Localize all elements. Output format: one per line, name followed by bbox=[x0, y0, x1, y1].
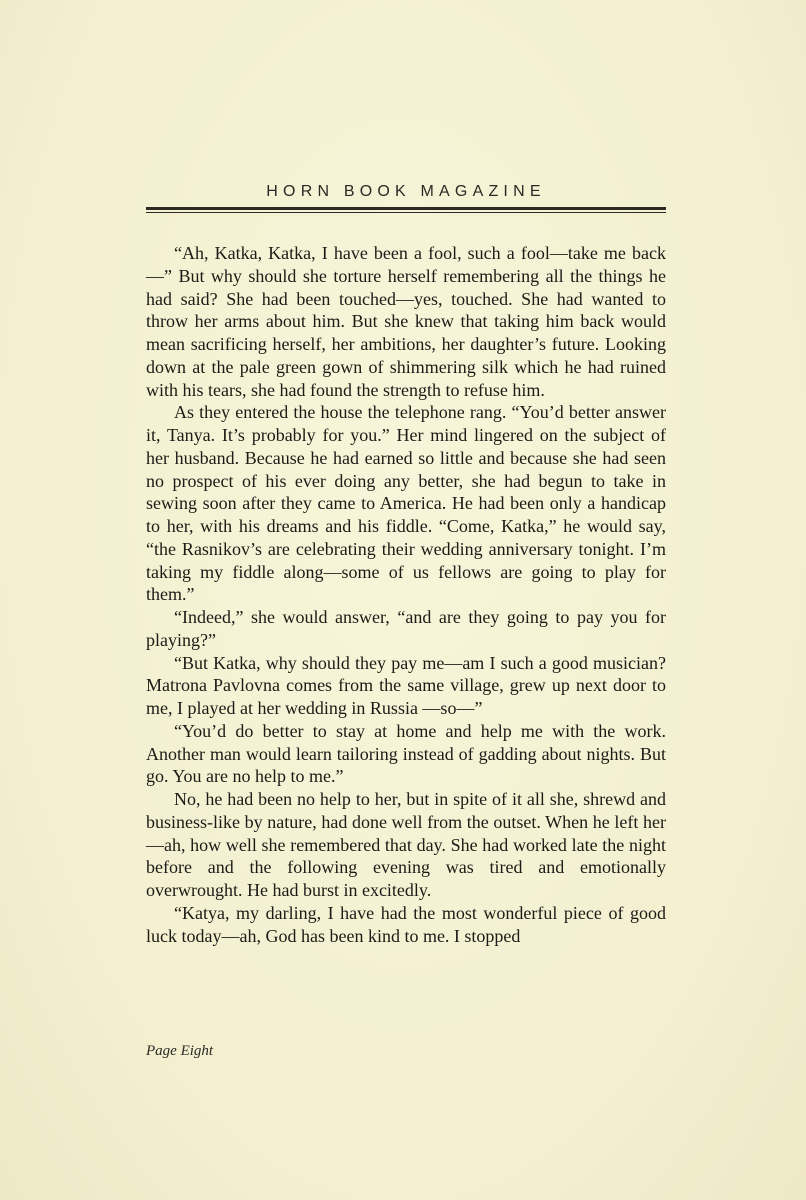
paragraph: As they entered the house the telephone rang. “You’d better answer it, Tanya. It’s probably for you.” Her mind lingered on the subject of her husband. Because he had earned so little and because she had seen no prospect of his ever doing any better, she had begun to take in sewing soon after they came to America. He had been only a handicap to her, with his dreams and his fiddle. “Come, Katka,” he would say, “the Rasnikov’s are celebrating their wedding anniversary tonight. I’m taking my fiddle along—some of us fellows are going to play for them.” bbox=[146, 402, 666, 605]
page-number: Page Eight bbox=[146, 1043, 214, 1059]
paragraph: “You’d do better to stay at home and help me with the work. Another man would learn tailoring instead of gadding about nights. But go. You are no help to me.” bbox=[146, 720, 666, 787]
paragraph: “Ah, Katka, Katka, I have been a fool, such a fool—take me back—” But why should she torture herself remembering all the things he had said? She had been touched—yes, touched. She had wanted to throw her arms about him. But she knew that taking him back would mean sacrificing herself, her ambitions, her daughter’s future. Looking down at the pale green gown of shimmering silk which he had ruined with his tears, she had found the strength to refuse him. bbox=[146, 243, 666, 400]
paragraph: No, he had been no help to her, but in spite of it all she, shrewd and business-like by nature, had done well from the outset. When he left her—ah, how well she remembered that day. She had worked late the night before and the following evening was tired and emotionally overwrought. He had burst in excitedly. bbox=[146, 789, 666, 900]
header-rule-thin bbox=[146, 212, 666, 213]
header-rule-thick bbox=[146, 207, 666, 210]
paragraph: “But Katka, why should they pay me—am I such a good musician? Matrona Pavlovna comes from the same village, grew up next door to me, I played at her wedding in Russia —so—” bbox=[146, 652, 666, 718]
running-header: HORN BOOK MAGAZINE bbox=[266, 183, 546, 200]
paragraph: “Katya, my darling, I have had the most wonderful piece of good luck today—ah, God has been kind to me. I stopped bbox=[146, 902, 666, 946]
paragraph: “Indeed,” she would answer, “and are they going to pay you for playing?” bbox=[146, 607, 666, 650]
story-text bbox=[146, 242, 666, 947]
